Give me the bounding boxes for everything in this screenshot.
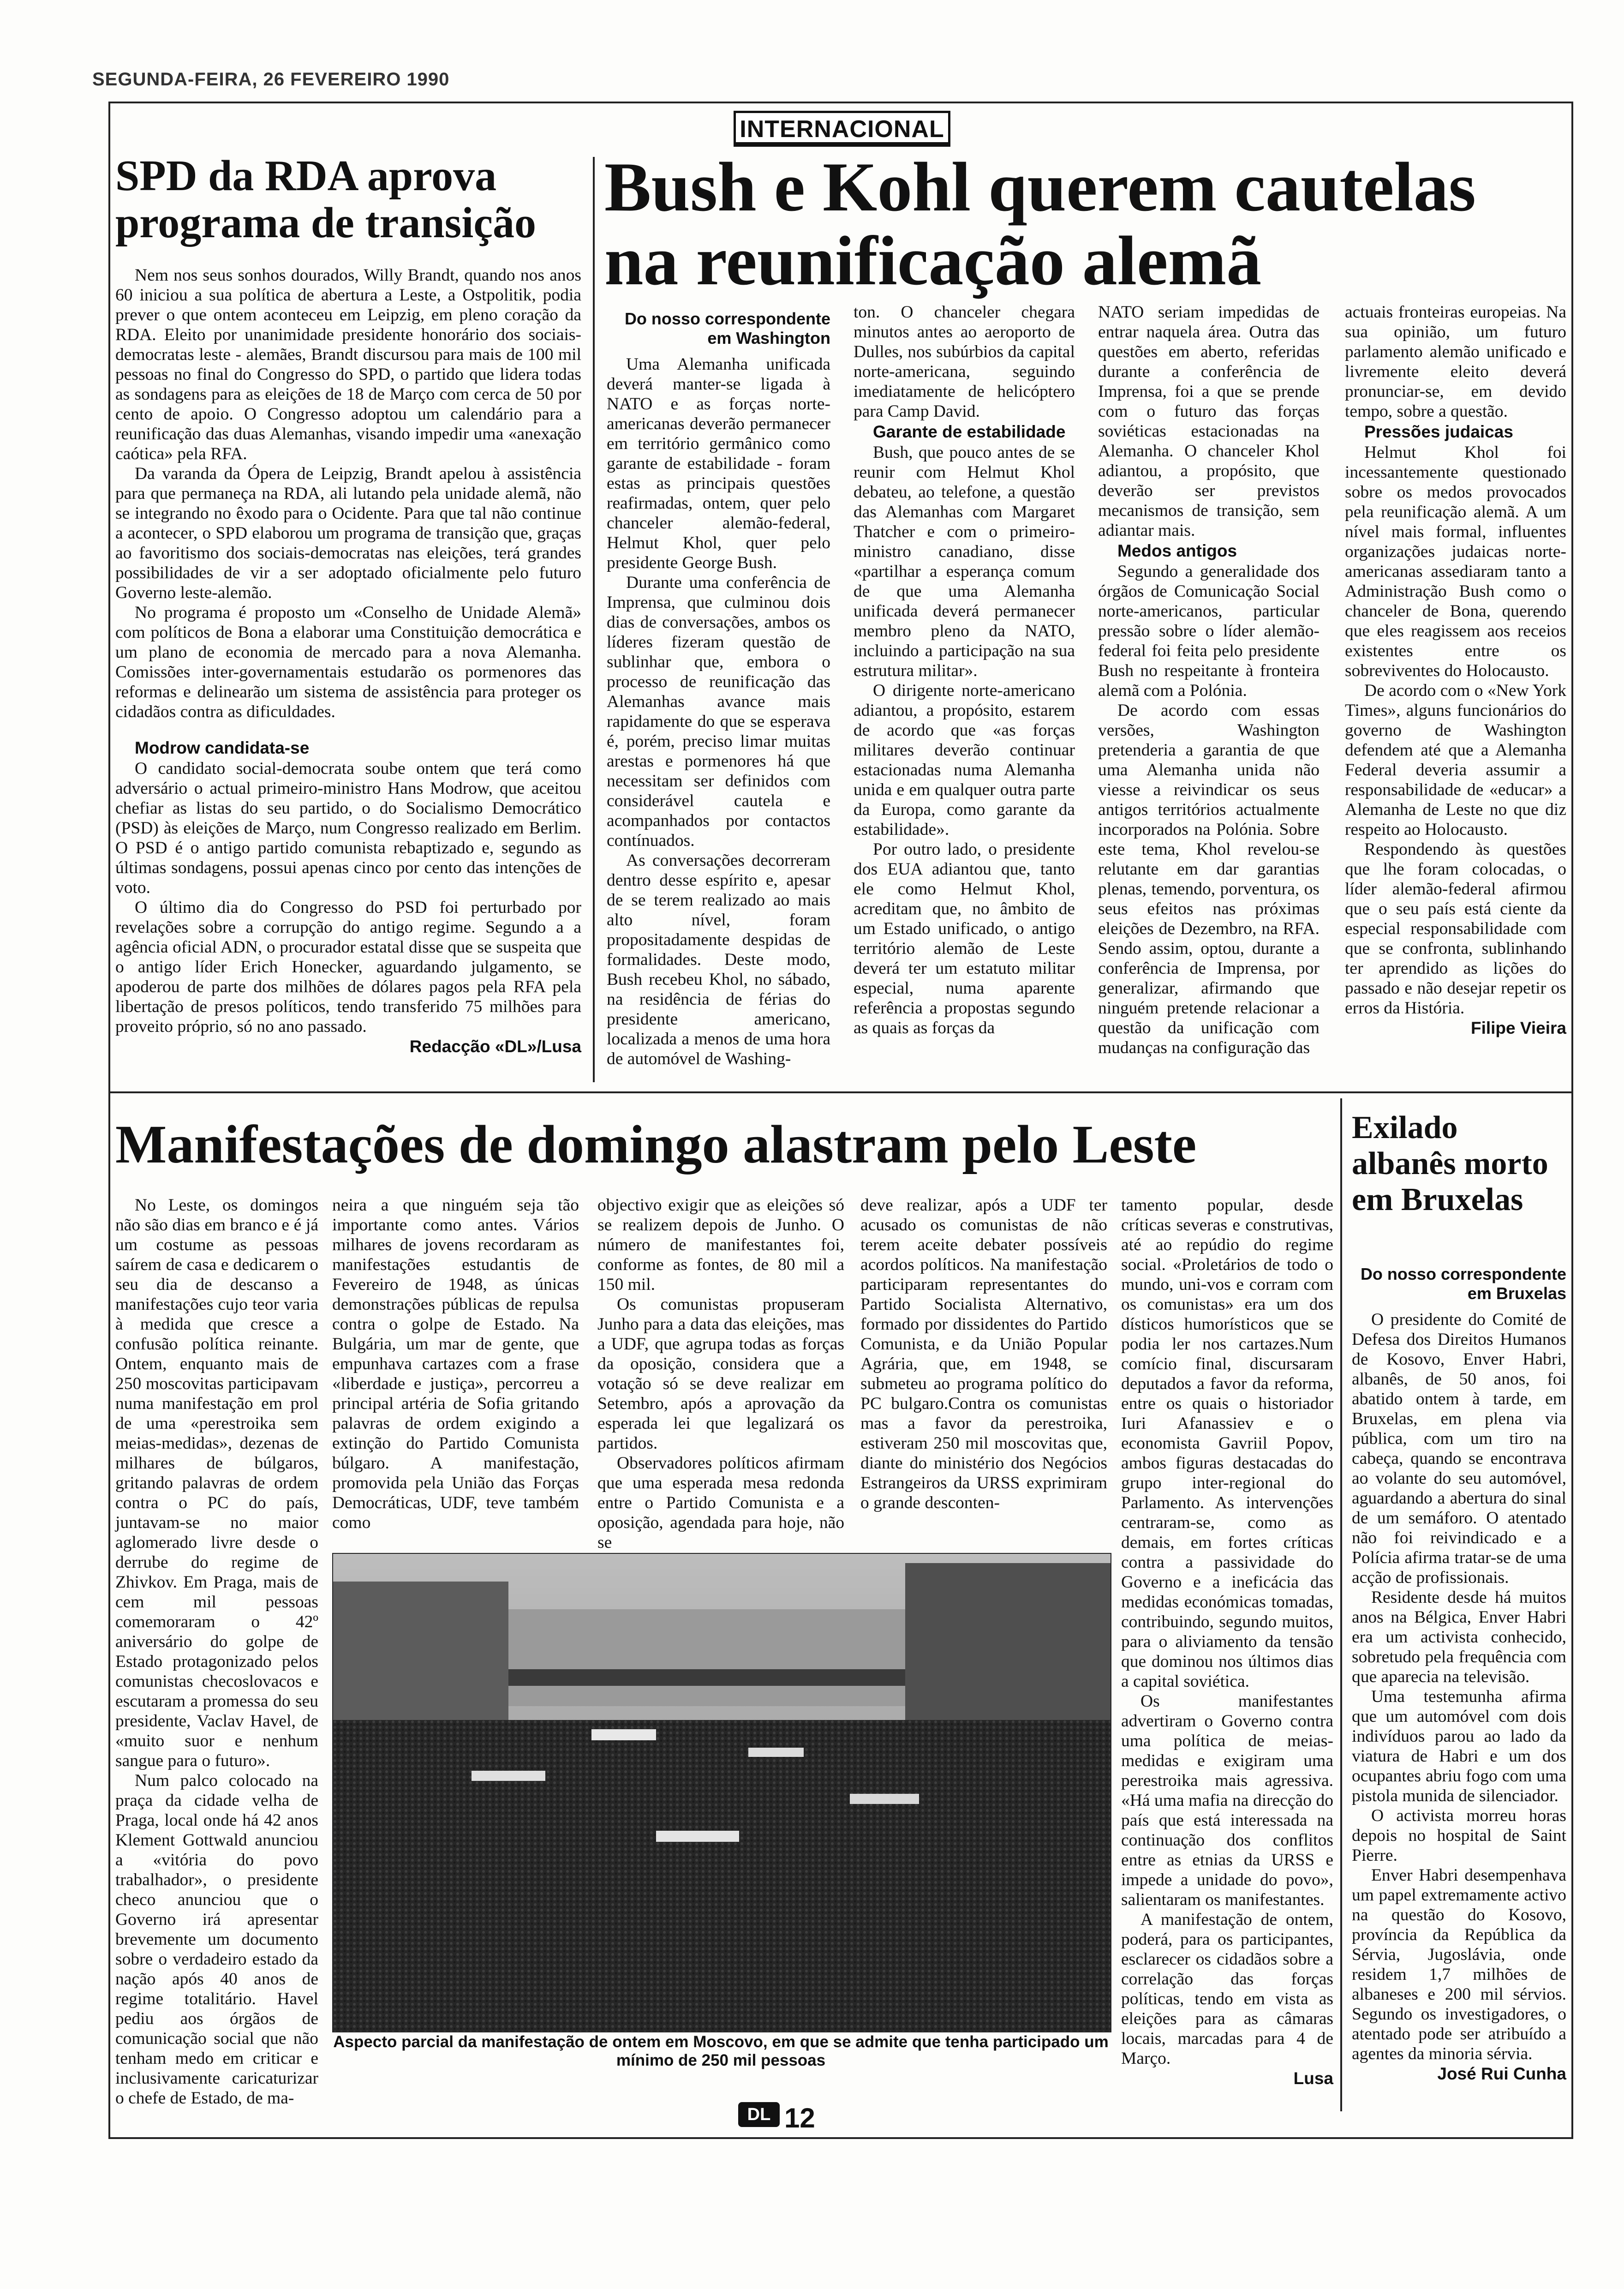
manif-col-1 — [115, 1195, 318, 2108]
manif-paragraph: A manifestação de ontem, poderá, para os participantes, esclarecer os cidadãos sobre a correlação das forças políticas, tendo em vista as eleições para as câmaras locais, marcadas para 4 de Março. — [1121, 1910, 1333, 2068]
spd-paragraph: O candidato social-democrata soube ontem que terá como adversário o actual primeiro-ministro Hans Modrow, que aceitou chefiar as listas do seu partido, o do Socialismo Democrático (PSD) às eleições de Março, num Congresso realizado em Berlim. O PSD é o antigo partido comunista rebaptizado e, segundo as últimas sondagens, possui apenas cinco por cento das intenções de voto. — [115, 759, 581, 897]
exilado-paragraph: Enver Habri desempenhava um papel extremamente activo na questão do Kosovo, província da República da Sérvia, Jugoslávia, onde residem 1,7 milhões de albaneses e 200 mil sérvios. Segundo os investigadores, o atentado pode ser atribuído a agentes da minoria sérvia. — [1352, 1866, 1566, 2063]
manif-paragraph: objectivo exigir que as eleições só se realizem depois de Junho. O número de manifestantes foi, conforme as fontes, de 80 mil a 150 mil. — [597, 1196, 844, 1294]
bush-correspondent: Do nosso correspondente em Washington — [624, 309, 830, 348]
bush-paragraph: De acordo com o «New York Times», alguns funcionários do governo de Washington defendem até que a Alemanha Federal deveria assumir a responsabilidade de «educar» a Alemanha de Leste no que diz respeito ao Holocausto. — [1345, 681, 1566, 839]
photo-illustration — [333, 1554, 1111, 2031]
spd-paragraph: O último dia do Congresso do PSD foi perturbado por revelações sobre a corrupção do antigo regime. Segundo a a agência oficial ADN, o procurador estatal disse que se suspeita que o antigo líder Erich Honecker, aguardando julgamento, se apoderou de parte dos milhões de dólares pagos pela RFA pela libertação de presos políticos, tendo transferido 75 milhões para proveito próprio, só no ano passado. — [115, 898, 581, 1036]
manif-col-5 — [1121, 1195, 1333, 2091]
bush-col-2 — [854, 302, 1075, 1082]
bush-paragraph: actuais fronteiras europeias. Na sua opinião, um futuro parlamento alemão unificado e livremente eleito deverá pronunciar-se, em devido tempo, sobre a questão. — [1345, 303, 1566, 421]
bush-subheading: Medos antigos — [1117, 541, 1237, 560]
section-divider — [108, 1091, 1573, 1093]
manif-paragraph: No Leste, os domingos não são dias em branco e é já um costume as pessoas saírem de casa e dedicarem o seu dia de descanso a manifestações cujo teor varia à medida que cresce a confusão política reinante. Ontem, enquanto mais de 250 moscovitas participavam numa manifestação em prol de uma «perestroika sem meias-medidas», dezenas de milhares de búlgaros, gritando palavras de ordem contra o PC do país, juntavam-se no maior aglomerado livre desde o derrube do regime de Zhivkov. Em Praga, mais de cem mil pessoas comemoraram o 42º aniversário do golpe de Estado protagonizado pelos comunistas checoslovacos e escutaram a promessa do seu presidente, Vaclav Havel, de «muito suor e nenhum sangue para o futuro». — [115, 1196, 318, 1770]
manif-paragraph: Num palco colocado na praça da cidade velha de Praga, local onde há 42 anos Klement Gottwald anunciou a «vitória do povo trabalhador», o presidente checo anunciou que o Governo irá apresentar brevemente um documento sobre o verdadeiro estado da nação após 40 anos de regime totalitário. Havel pediu aos órgãos de comunicação social que não tenham medo em criticar e inclusivamente caricaturizar o chefe de Estado, de ma- — [115, 1771, 318, 2108]
manif-paragraph: deve realizar, após a UDF ter acusado os comunistas de não terem aceite debater possíveis acordos políticos. Na manifestação participaram representantes do Partido Socialista Alternativo, formado por dissidentes do Partido Comunista, e da União Popular Agrária, que, em 1948, se submeteu ao programa político do PC bulgaro.Contra os comunistas mas a favor da perestroika, estiveram 250 mil moscovitas que, diante do ministério dos Negócios Estrangeiros da URSS exprimiram o grande desconten- — [860, 1196, 1107, 1512]
page-number: 12 — [784, 2103, 815, 2133]
bush-paragraph: Segundo a generalidade dos órgãos de Comunicação Social norte-americanos, particular pressão sobre o líder alemão-federal foi feita pelo presidente Bush no respeitante à fronteira alemã com a Polónia. — [1098, 562, 1320, 700]
bush-paragraph: NATO seriam impedidas de entrar naquela área. Outra das questões em aberto, referidas durante a conferência de Imprensa, foi a que se prende com o futuro das forças soviéticas estacionadas na Alemanha. O chanceler Khol adiantou, a propósito, que deverão ser previstos mecanismos de transição, sem adiantar mais. — [1098, 303, 1320, 540]
exilado-paragraph: Residente desde há muitos anos na Bélgica, Enver Habri era um activista conhecido, sobretudo pela frequência com que aparecia na televisão. — [1352, 1588, 1566, 1686]
manif-headline: Manifestações de domingo alastram pelo Leste — [115, 1114, 1197, 1174]
bush-paragraph: O dirigente norte-americano adiantou, a propósito, estarem de acordo que «as forças militares deverão continuar estacionadas numa Alemanha unida e em qualquer outra parte da Europa, como garante da estabilidade». — [854, 681, 1075, 839]
section-label: INTERNACIONAL — [734, 111, 950, 147]
bush-paragraph: Durante uma conferência de Imprensa, que culminou dois dias de conversações, ambos os líderes fizeram questão de sublinhar que, embora o processo de reunificação das Alemanhas avance mais rapidamente do que se esperava é, porém, preciso limar muitas arestas e pormenores há que necessitam ser definidos com considerável cautela e acompanhados por contactos contínuados. — [607, 573, 830, 850]
bush-paragraph: Respondendo às questões que lhe foram colocadas, o líder alemão-federal afirmou que o seu país está ciente da especial responsabilidade com que se confronta, sublinhando ter aprendido as lições do passado e não desejar repetir os erros da História. — [1345, 840, 1566, 1018]
bush-paragraph: Por outro lado, o presidente dos EUA adiantou que, tanto ele como Helmut Khol, acreditam que, no âmbito de um Estado unificado, o antigo território alemão de Leste deverá ter um estatuto militar especial, numa aparente referência a propostas segundo as quais as forças da — [854, 840, 1075, 1037]
spd-body — [115, 265, 581, 1075]
exilado-signature: José Rui Cunha — [1437, 2064, 1566, 2083]
exilado-paragraph: O activista morreu horas depois no hospital de Saint Pierre. — [1352, 1806, 1566, 1865]
bush-subheading: Pressões judaicas — [1364, 422, 1513, 441]
manif-paragraph: Os manifestantes advertiram o Governo contra uma política de meias-medidas e exigiram uma perestroika mais agressiva. «Há uma mafia na direcção do país que está interessada na continuação dos conflitos entre as etnias da URSS e impede a unidade do povo», salientaram os manifestantes. — [1121, 1692, 1333, 1909]
dateline: SEGUNDA-FEIRA, 26 FEVEREIRO 1990 — [92, 69, 450, 90]
spd-subheading: Modrow candidata-se — [135, 738, 310, 757]
column-rule — [593, 157, 595, 1082]
bush-col-4 — [1345, 302, 1566, 1082]
spd-paragraph: Nem nos seus sonhos dourados, Willy Brandt, quando nos anos 60 iniciou a sua política de abertura a Leste, a Ostpolitik, podia prever o que ontem aconteceu em Leipzig, em pleno coração da RDA. Eleito por unanimidade presidente honorário dos sociais-democratas leste - alemães, Brandt discursou para mais de 100 mil pessoas no final do Congresso do SPD, o partido que lidera todas as sondagens para as eleições de 18 de Março com cerca de 50 por cento de apoio. O Congresso adoptou um calendário para a reunificação das duas Alemanhas, visando impedir uma «anexação caótica» pela RFA. — [115, 266, 581, 463]
protest-photo — [332, 1553, 1111, 2032]
bush-signature: Filipe Vieira — [1470, 1019, 1566, 1037]
bush-paragraph: Uma Alemanha unificada deverá manter-se ligada à NATO e as forças norte-americanas deverão permanecer em território germânico como garante de estabilidade - foram estas as principais questões reafirmadas, ontem, quer pelo chanceler alemão-federal, Helmut Khol, quer pelo presidente George Bush. — [607, 355, 830, 572]
bush-paragraph: Bush, que pouco antes de se reunir com Helmut Khol debateu, ao telefone, a questão das Alemanhas com Margaret Thatcher e com o primeiro-ministro canadiano, disse «partilhar a esperança comum de que uma Alemanha unificada deverá permanecer membro pleno da NATO, incluindo a participação na sua estrutura militar». — [854, 443, 1075, 680]
bush-col-3 — [1098, 302, 1320, 1082]
exilado-headline: Exilado albanês morto em Bruxelas — [1352, 1110, 1548, 1217]
bush-paragraph: De acordo com essas versões, Washington pretenderia a garantia de que uma Alemanha unida não viesse a reivindicar os seus antigos territórios actualmente incorporados na Polónia. Sobre este tema, Khol revelou-se relutante em dar garantias plenas, temendo, porventura, os seus efeitos nas próximas eleições de Dezembro, na RFA. Sendo assim, optou, durante a conferência de Imprensa, por generalizar, afirmando que ninguém pretende relacionar a questão da unificação com mudanças na configuração das — [1098, 701, 1320, 1057]
manif-col-4 — [860, 1195, 1107, 1551]
exilado-paragraph: Uma testemunha afirma que um automóvel com dois indivíduos parou ao lado da viatura de Habri e um dos ocupantes abriu fogo com uma pistola munida de silenciador. — [1352, 1687, 1566, 1805]
manif-col-2 — [332, 1195, 579, 1551]
manif-paragraph: tamento popular, desde críticas severas e construtivas, até ao repúdio do regime social. «Proletários de todo o mundo, uni-vos e corram com os comunistas» era um dos dísticos humorísticos que se podia ler nos cartazes.Num comício final, discursaram deputados a favor da reforma, entre os quais o historiador Iuri Afanassiev e o economista Gavriil Popov, ambos figuras destacadas do grupo inter-regional do Parlamento. As intervenções centraram-se, como as demais, em fortes críticas contra a passividade do Governo e a ineficácia das medidas económicas tomadas, contribuindo, segundo muitos, para o aliviamento da tensão que dominou nos últimos dias a capital soviética. — [1121, 1196, 1333, 1691]
exilado-paragraph: O presidente do Comité de Defesa dos Direitos Humanos de Kosovo, Enver Habri, albanês, de 50 anos, foi abatido ontem à tarde, em Bruxelas, em plena via pública, com um tiro na cabeça, quando se encontrava ao volante do seu automóvel, aguardando a abertura do sinal de um semáforo. O atentado não foi reivindicado e a Polícia afirma tratar-se de uma acção de profissionais. — [1352, 1310, 1566, 1587]
exilado-body — [1352, 1264, 1566, 2111]
bush-subheading: Garante de estabilidade — [873, 422, 1066, 441]
manif-paragraph: Os comunistas propuseram Junho para a data das eleições, mas a UDF, que agrupa todas as forças da oposição, considera que a votação só se deve realizar em Setembro, após a aprovação da esperada lei que legalizará os partidos. — [597, 1295, 844, 1453]
exilado-correspondent: Do nosso correspondente em Bruxelas — [1360, 1264, 1566, 1303]
spd-paragraph: Da varanda da Ópera de Leipzig, Brandt apelou à assistência para que permaneça na RDA, ali lutando pela unidade alemã, não se integrando no êxodo para o Ocidente. Para que tal não continue a acontecer, o SPD elaborou um programa de transição que, graças ao favoritismo dos sociais-democratas nas eleições, terá grandes possibilidades de vir a ser adoptado oficialmente pelo futuro Governo leste-alemão. — [115, 464, 581, 602]
bush-col-1 — [607, 309, 830, 1080]
manif-paragraph: neira a que ninguém seja tão importante como antes. Vários milhares de jovens recordaram as manifestações estudantis de Fevereiro de 1948, as únicas demonstrações públicas de repulsa contra o golpe de Estado. Na Bulgária, um mar de gente, que empunhava cartazes com a frase «liberdade e justiça», percorreu a principal artéria de Sofia gritando palavras de ordem exigindo a extinção do Partido Comunista búlgaro. A manifestação, promovida pela União das Forças Democráticas, UDF, teve também como — [332, 1196, 579, 1532]
manif-paragraph: Observadores políticos afirmam que uma esperada mesa redonda entre o Partido Comunista e a oposição, agendada para hoje, não se — [597, 1454, 844, 1552]
photo-caption: Aspecto parcial da manifestação de ontem em Moscovo, em que se admite que tenha participado um mínimo de 250 mil pessoas — [333, 2033, 1109, 2069]
manif-col-3 — [597, 1195, 844, 1551]
manif-signature: Lusa — [1293, 2069, 1333, 2088]
column-rule — [1340, 1098, 1342, 2111]
bush-paragraph: Helmut Khol foi incessantemente questionado sobre os medos provocados pela reunificação alemã. A um nível mais formal, influentes organizações judaicas norte-americanas assediaram tanto a Administração Bush como o chanceler de Bona, querendo que eles reagissem aos receios existentes entre os sobreviventes do Holocausto. — [1345, 443, 1566, 680]
spd-signature: Redacção «DL»/Lusa — [409, 1037, 581, 1056]
bush-headline: Bush e Kohl querem cautelas na reunificação alemã — [604, 148, 1476, 300]
spd-headline: SPD da RDA aprova programa de transição — [115, 152, 537, 247]
bush-paragraph: As conversações decorreram dentro desse espírito e, apesar de se terem realizado ao mais alto nível, foram propositadamente despidas de formalidades. Deste modo, Bush recebeu Khol, no sábado, na residência de férias do presidente americano, localizada a menos de uma hora de automóvel de Washing- — [607, 851, 830, 1068]
bush-paragraph: ton. O chanceler chegara minutos antes ao aeroporto de Dulles, nos subúrbios da capital norte-americana, seguindo imediatamente de helicóptero para Camp David. — [854, 303, 1075, 421]
newspaper-logo: DL — [738, 2102, 780, 2127]
spd-paragraph: No programa é proposto um «Conselho de Unidade Alemã» com políticos de Bona a elaborar uma Constituição democrática e um plano de economia de mercado para a nova Alemanha. Comissões inter-governamentais estudarão os pormenores das reformas e delinearão um sistema de assistência para proteger os cidadãos contra as dificuldades. — [115, 603, 581, 721]
